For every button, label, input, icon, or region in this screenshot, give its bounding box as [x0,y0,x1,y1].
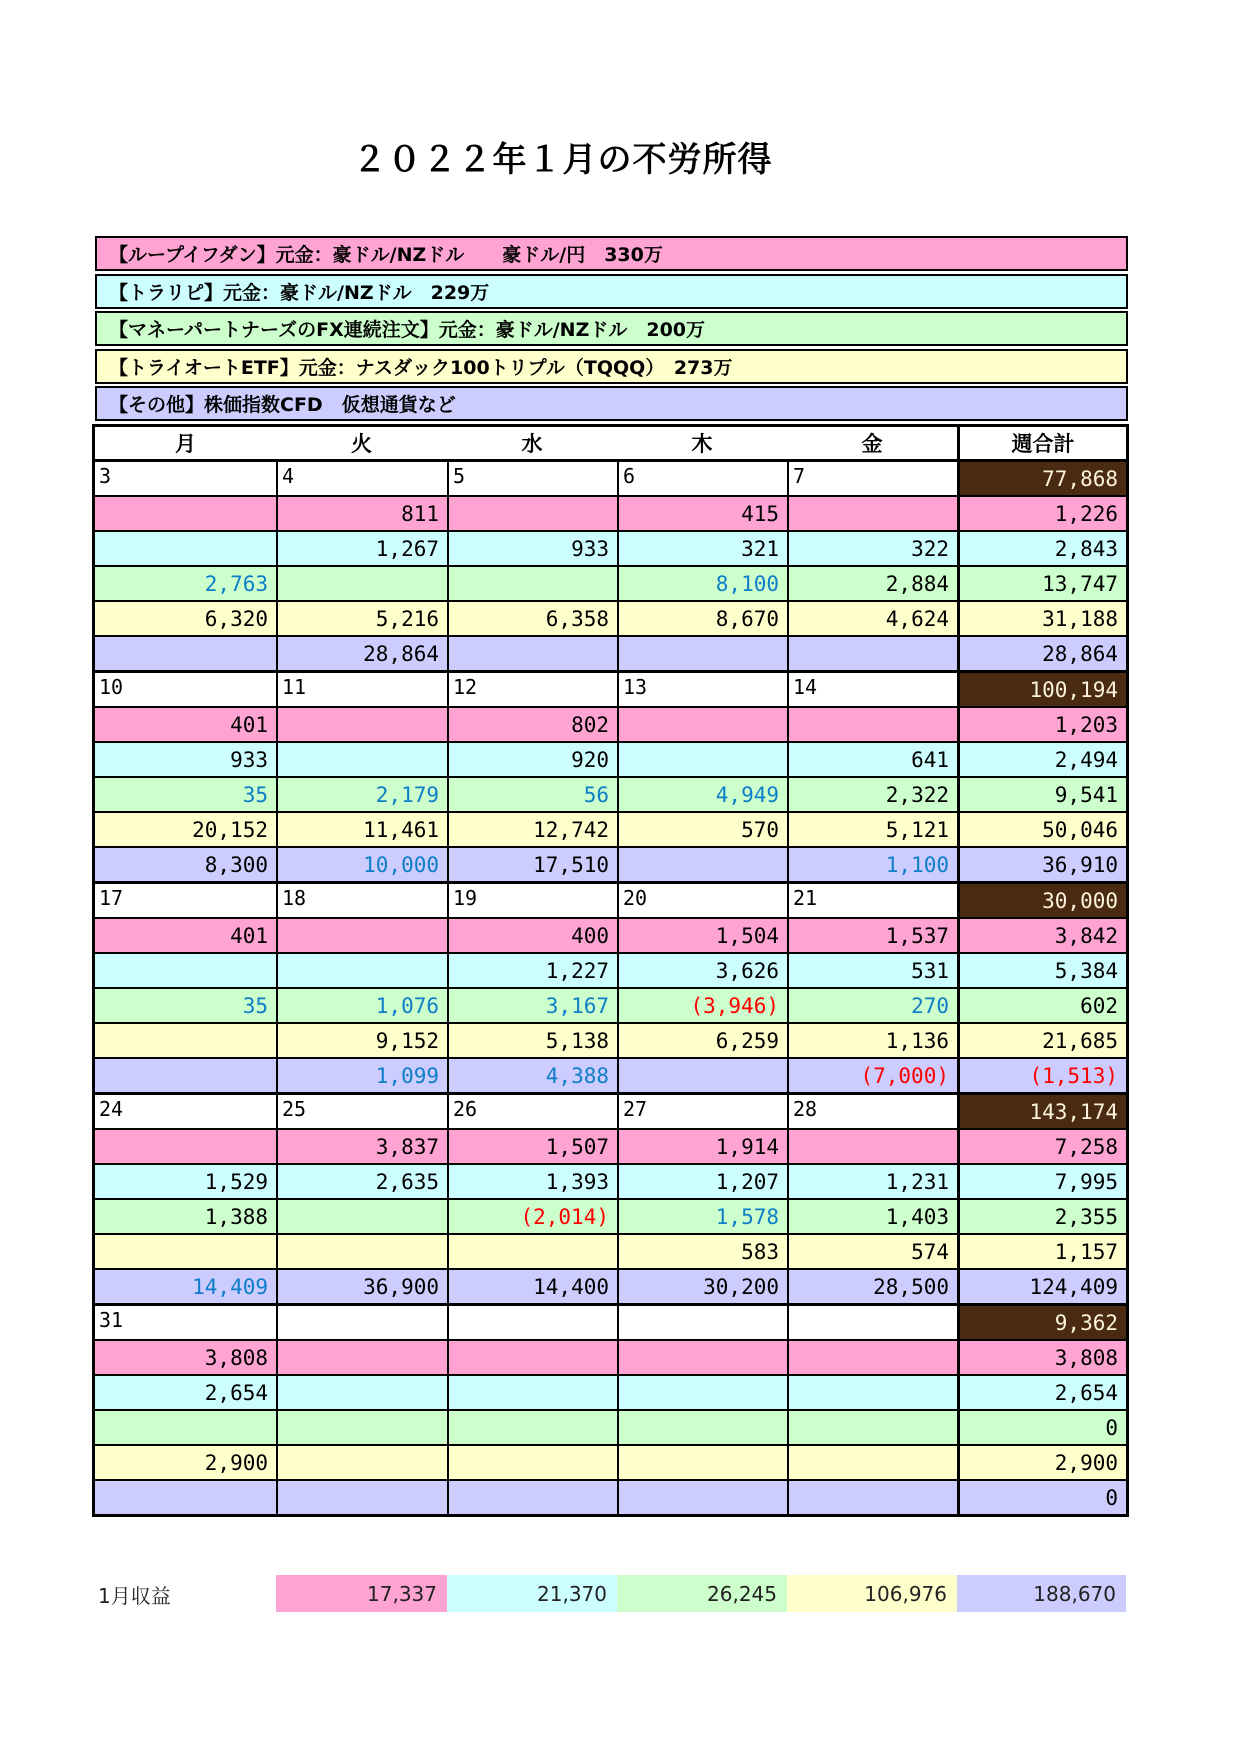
date-cell: 19 [447,884,617,917]
value-cell: 17,510 [447,848,617,881]
value-row-pink-week-1 [95,495,1126,530]
value-cell [447,567,617,600]
value-cell: 415 [617,497,787,530]
value-cell: 574 [787,1235,957,1268]
value-cell [617,743,787,776]
date-cell: 11 [276,673,447,706]
value-cell: 8,100 [617,567,787,600]
value-cell [447,637,617,670]
date-cell: 31 [95,1306,276,1339]
value-cell [276,1341,447,1374]
value-cell: 3,837 [276,1130,447,1163]
row-total-cell: 50,046 [957,813,1126,846]
date-cell: 14 [787,673,957,706]
date-cell: 28 [787,1095,957,1128]
day-header-3: 木 [691,432,713,456]
value-cell [617,637,787,670]
value-row-pink-week-3 [95,917,1126,952]
value-cell: 6,320 [204,606,268,631]
value-cell: 933 [230,747,268,772]
value-cell: 28,864 [276,637,447,670]
summary-cell-yellow: 106,976 [787,1575,957,1612]
value-cell [95,1059,276,1092]
week-total-cell: 77,868 [957,462,1126,495]
value-cell [95,532,276,565]
summary-cell-green: 26,245 [617,1575,787,1612]
day-header-4: 金 [861,432,883,456]
legend-row-loop-ifdan: 【ループイフダン】元金：豪ドル/NZドル 豪ドル/円 330万 [95,236,1128,271]
value-cell: 401 [230,712,268,737]
value-row-cyan-week-4 [95,1163,1126,1198]
legend-row-triauto-etf: 【トライオートETF】元金：ナスダック100トリプル（TQQQ） 273万 [95,349,1128,384]
value-cell: (7,000) [787,1059,957,1092]
value-cell: 20,152 [192,817,268,842]
value-cell: 6,358 [447,602,617,635]
row-total-cell: 1,157 [957,1235,1126,1268]
value-cell: 1,393 [447,1165,617,1198]
summary-cell-purple: 188,670 [957,1575,1126,1612]
value-cell: 3,808 [204,1345,268,1370]
row-total-cell: 602 [957,989,1126,1022]
value-row-green-week-3 [95,987,1126,1022]
legend-row-money-partners: 【マネーパートナーズのFX連続注文】元金：豪ドル/NZドル 200万 [95,311,1128,346]
value-cell: (3,946) [617,989,787,1022]
row-total-cell: 2,494 [957,743,1126,776]
value-cell [95,1481,276,1514]
date-cell: 3 [95,462,276,495]
value-cell: 4,624 [787,602,957,635]
value-row-purple-week-2 [95,846,1126,881]
value-cell: 400 [447,919,617,952]
row-total-cell: 7,995 [957,1165,1126,1198]
value-cell [95,1024,276,1057]
value-cell: 5,216 [276,602,447,635]
value-cell: 2,179 [276,778,447,811]
value-row-cyan-week-1 [95,530,1126,565]
value-cell [617,1341,787,1374]
date-cell: 26 [447,1095,617,1128]
value-row-yellow-week-1 [95,600,1126,635]
date-cell: 12 [447,673,617,706]
value-cell: 2,763 [204,571,268,596]
week-total-cell: 9,362 [957,1306,1126,1339]
value-cell: 1,207 [617,1165,787,1198]
value-row-purple-week-4 [95,1268,1126,1303]
value-cell: 1,227 [447,954,617,987]
row-total-cell: 31,188 [957,602,1126,635]
value-cell [95,1411,276,1444]
value-cell: 1,403 [787,1200,957,1233]
value-cell [276,1481,447,1514]
value-cell [787,1341,957,1374]
value-cell: 28,500 [787,1270,957,1303]
value-cell [95,637,276,670]
summary-cell-cyan: 21,370 [447,1575,617,1612]
day-header-0: 月 [175,432,196,456]
value-row-cyan-week-3 [95,952,1126,987]
value-cell: 36,900 [276,1270,447,1303]
value-cell [95,1130,276,1163]
value-cell: 920 [447,743,617,776]
value-cell: 8,670 [617,602,787,635]
page-title: ２０２２年１月の不労所得 [352,140,773,180]
row-total-cell: 2,900 [957,1446,1126,1479]
value-cell: 3,626 [617,954,787,987]
week-total-cell: 100,194 [957,673,1126,706]
date-cell [617,1306,787,1339]
value-cell [447,1411,617,1444]
value-cell: 641 [787,743,957,776]
value-cell [617,1376,787,1409]
value-cell: 5,138 [447,1024,617,1057]
value-cell [95,1235,276,1268]
value-cell [787,1446,957,1479]
summary-cell-pink: 17,337 [276,1575,447,1612]
value-cell [276,1200,447,1233]
value-cell [95,497,276,530]
date-cell: 17 [95,884,276,917]
value-row-cyan-week-5 [95,1374,1126,1409]
value-cell: 1,231 [787,1165,957,1198]
value-cell: (2,014) [447,1200,617,1233]
value-cell: 56 [447,778,617,811]
value-cell [787,1130,957,1163]
value-cell: 1,914 [617,1130,787,1163]
date-cell: 20 [617,884,787,917]
value-cell [787,1376,957,1409]
value-cell [276,1235,447,1268]
value-cell [276,567,447,600]
value-cell: 401 [230,923,268,948]
row-total-cell: 3,842 [957,919,1126,952]
value-cell: 1,578 [617,1200,787,1233]
value-cell: 1,267 [276,532,447,565]
value-cell: 2,884 [787,567,957,600]
value-cell [276,743,447,776]
value-cell: 14,409 [192,1274,268,1299]
row-total-cell: 13,747 [957,567,1126,600]
date-cell: 21 [787,884,957,917]
date-cell [276,1306,447,1339]
value-row-cyan-week-2 [95,741,1126,776]
row-total-cell: 9,541 [957,778,1126,811]
value-cell: 531 [787,954,957,987]
value-cell: 1,100 [787,848,957,881]
value-row-green-week-1 [95,565,1126,600]
date-cell: 10 [95,673,276,706]
value-cell: 2,635 [276,1165,447,1198]
date-cell: 18 [276,884,447,917]
row-total-cell: 1,203 [957,708,1126,741]
row-total-cell: 5,384 [957,954,1126,987]
value-cell: 9,152 [276,1024,447,1057]
date-cell: 25 [276,1095,447,1128]
date-cell: 4 [276,462,447,495]
value-cell [787,1481,957,1514]
value-cell [617,1411,787,1444]
date-cell: 6 [617,462,787,495]
value-cell: 2,900 [204,1450,268,1475]
value-cell [447,1446,617,1479]
value-cell [276,1446,447,1479]
value-row-pink-week-4 [95,1128,1126,1163]
value-row-yellow-week-3 [95,1022,1126,1057]
value-cell [95,954,276,987]
value-row-green-week-4 [95,1198,1126,1233]
value-cell [787,708,957,741]
date-cell [787,1306,957,1339]
value-row-purple-week-3 [95,1057,1126,1092]
value-cell [787,1411,957,1444]
value-cell: 4,949 [617,778,787,811]
value-cell: 1,076 [276,989,447,1022]
row-total-cell: 2,843 [957,532,1126,565]
value-row-pink-week-5 [95,1339,1126,1374]
week-total-header: 週合計 [957,427,1126,459]
value-cell: 2,654 [204,1380,268,1405]
value-cell: 2,322 [787,778,957,811]
date-row-week-3 [95,881,1126,917]
row-total-cell: 1,226 [957,497,1126,530]
value-cell: 3,167 [447,989,617,1022]
value-cell [787,497,957,530]
value-cell: 270 [787,989,957,1022]
value-cell: 802 [447,708,617,741]
value-cell [447,1376,617,1409]
value-row-yellow-week-5 [95,1444,1126,1479]
row-total-cell: 124,409 [957,1270,1126,1303]
value-cell: 933 [447,532,617,565]
value-cell [276,708,447,741]
value-cell: 10,000 [276,848,447,881]
row-total-cell: 7,258 [957,1130,1126,1163]
row-total-cell: 3,808 [957,1341,1126,1374]
value-row-purple-week-1 [95,635,1126,670]
value-cell [276,1376,447,1409]
week-total-cell: 143,174 [957,1095,1126,1128]
value-row-green-week-5 [95,1409,1126,1444]
value-cell: 5,121 [787,813,957,846]
value-cell: 1,537 [787,919,957,952]
week-total-cell: 30,000 [957,884,1126,917]
value-cell [617,1446,787,1479]
income-calendar-table [92,424,1129,1517]
row-total-cell: 36,910 [957,848,1126,881]
legend-row-other: 【その他】株価指数CFD 仮想通貨など [95,386,1128,421]
value-cell [447,1235,617,1268]
value-cell: 1,136 [787,1024,957,1057]
value-row-pink-week-2 [95,706,1126,741]
value-cell: 1,388 [204,1204,268,1229]
value-cell: 12,742 [447,813,617,846]
value-cell: 1,099 [276,1059,447,1092]
row-total-cell: (1,513) [957,1059,1126,1092]
summary-label: 1月収益 [98,1584,171,1608]
value-cell: 4,388 [447,1059,617,1092]
value-cell: 321 [617,532,787,565]
date-cell: 13 [617,673,787,706]
value-cell: 8,300 [204,852,268,877]
value-cell [787,637,957,670]
date-row-week-2 [95,670,1126,706]
date-cell: 7 [787,462,957,495]
day-header-1: 火 [351,432,372,456]
value-row-yellow-week-2 [95,811,1126,846]
value-cell [447,497,617,530]
row-total-cell: 0 [957,1411,1126,1444]
row-total-cell: 28,864 [957,637,1126,670]
value-cell [276,919,447,952]
value-cell [617,1059,787,1092]
date-cell: 5 [447,462,617,495]
value-cell: 322 [787,532,957,565]
value-cell [617,1481,787,1514]
value-cell: 811 [276,497,447,530]
value-cell: 570 [617,813,787,846]
legend-row-toraripi: 【トラリピ】元金：豪ドル/NZドル 229万 [95,274,1128,309]
row-total-cell: 21,685 [957,1024,1126,1057]
value-cell [617,848,787,881]
date-cell: 27 [617,1095,787,1128]
value-cell: 1,529 [204,1169,268,1194]
date-row-week-4 [95,1092,1126,1128]
value-cell: 1,507 [447,1130,617,1163]
value-cell: 30,200 [617,1270,787,1303]
value-cell: 35 [242,993,268,1018]
value-row-yellow-week-4 [95,1233,1126,1268]
date-cell: 24 [95,1095,276,1128]
value-cell [617,708,787,741]
date-cell [447,1306,617,1339]
value-cell [276,954,447,987]
value-row-green-week-2 [95,776,1126,811]
value-cell: 6,259 [617,1024,787,1057]
value-cell: 35 [242,782,268,807]
value-cell: 14,400 [447,1270,617,1303]
value-cell: 1,504 [617,919,787,952]
table-header-row [95,427,1126,459]
value-cell: 11,461 [276,813,447,846]
row-total-cell: 2,355 [957,1200,1126,1233]
value-cell: 583 [617,1235,787,1268]
date-row-week-5 [95,1303,1126,1339]
row-total-cell: 0 [957,1481,1126,1514]
date-row-week-1 [95,459,1126,495]
value-cell [276,1411,447,1444]
value-row-purple-week-5 [95,1479,1126,1514]
day-header-2: 水 [521,432,543,456]
value-cell [447,1341,617,1374]
value-cell [447,1481,617,1514]
row-total-cell: 2,654 [957,1376,1126,1409]
